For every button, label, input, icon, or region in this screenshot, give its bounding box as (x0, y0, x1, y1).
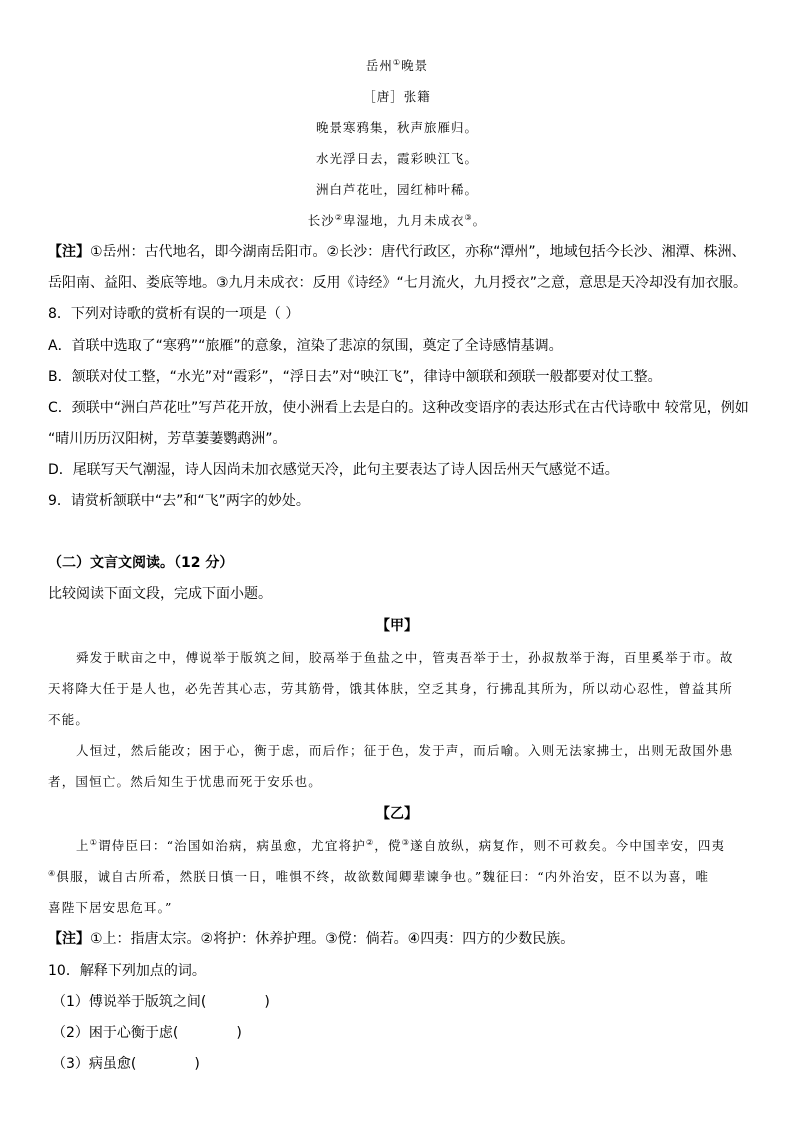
yi-text: 俱服，诚自古所希，然朕日慎一日，唯惧不终，故欲数闻卿辈谏争也。”魏征曰：“内外治安，臣不以为喜，唯 (56, 869, 710, 884)
question-9-stem: 9．请赏析颔联中“去”和“飞”两字的妙处。 (48, 493, 310, 509)
note-label: 【注】 (48, 931, 90, 947)
yi-text: ，傥 (374, 838, 402, 853)
poem-line-4-b: 卑湿地，九月未成衣 (342, 213, 465, 228)
item-close: ) (194, 1056, 200, 1072)
note-label: 【注】 (48, 244, 90, 260)
item-text: （2）困于心衡于虑( (52, 1025, 179, 1041)
poem-line-4-a: 长沙 (307, 213, 335, 228)
item-text: （1）傅说举于版筑之间( (52, 994, 207, 1010)
poem-note-line-2: 岳阳南、益阳、娄底等地。③九月未成衣：反用《诗经》“七月流火，九月授衣”之意，意思是天冷却没有加衣服。 (48, 275, 748, 291)
passage-jia-line: 不能。 (48, 712, 90, 727)
poem-line-4-c: 。 (472, 213, 487, 228)
item-close: ) (236, 1025, 242, 1041)
passage-jia-line: 舜发于畎亩之中，傅说举于版筑之间，胶鬲举于鱼盐之中，管夷吾举于士，孙叔敖举于海，百里奚举于市。故 (76, 650, 734, 665)
question-10-item-3 (52, 1055, 200, 1073)
question-10-stem: 10．解释下列加点的词。 (48, 963, 206, 979)
passage-jia-line: 天将降大任于是人也，必先苦其心志，劳其筋骨，饿其体肤，空乏其身，行拂乱其所为，所以动心忍性，曾益其所 (48, 681, 734, 696)
yi-text: 谓侍臣曰：“治国如治病，病虽愈，尤宜将护 (98, 838, 366, 853)
poem-title-text: 岳州 (365, 58, 393, 73)
question-8-stem: 8．下列对诗歌的赏析有误的一项是（ ） (48, 306, 300, 322)
footnote-marker: ④ (48, 868, 57, 878)
poem-title-end: 晚景 (401, 58, 429, 73)
passage-yi-line: 喜陛下居安思危耳。” (48, 900, 173, 915)
passage-yi-label: 【乙】 (376, 806, 418, 822)
note-text: ①岳州：古代地名，即今湖南岳阳市。②长沙：唐代行政区，亦称“潭州”，地域包括今长沙、湘潭、株洲、 (90, 244, 746, 260)
passage-yi-line (76, 837, 725, 855)
section-heading: （二）文言文阅读。（12 分） (48, 555, 234, 571)
yi-text: 上 (76, 838, 90, 853)
poem-line-4 (0, 212, 794, 230)
question-10-item-2 (52, 1024, 242, 1042)
question-8-option-a: A．首联中选取了“寒鸦”“旅雁”的意象，渲染了悲凉的氛围，奠定了全诗感情基调。 (48, 338, 563, 354)
footnote-marker: ① (392, 57, 402, 67)
note-text: ①上：指唐太宗。②将护：休养护理。③傥：倘若。④四夷：四方的少数民族。 (90, 931, 575, 947)
question-8-option-b: B．颔联对仗工整，“水光”对“霞彩”，“浮日去”对“映江飞”，律诗中颔联和颈联一般都要对仗工整。 (48, 369, 662, 385)
poem-author: ［唐］张籍 (363, 89, 431, 104)
passage-yi-line (48, 868, 709, 886)
passage-jia-line: 者，国恒亡。然后知生于忧患而死于安乐也。 (48, 774, 323, 789)
poem-line-1: 晚景寒鸦集，秋声旅雁归。 (315, 120, 478, 135)
footnote-marker: ② (334, 212, 343, 222)
poem-line-3: 洲白芦花吐，园红柿叶稀。 (315, 182, 478, 197)
footnote-marker: ③ (401, 837, 411, 847)
footnote-marker: ① (89, 837, 99, 847)
question-8-option-c-cont: “晴川历历汉阳树，芳草萋萋鹦鹉洲”。 (48, 431, 287, 447)
footnote-marker: ③ (464, 212, 473, 222)
poem-title (0, 57, 794, 75)
passage-jia-line: 人恒过，然后能改；困于心，衡于虑，而后作；征于色，发于声，而后喻。入则无法家拂士，出则无敌国外患 (76, 743, 734, 758)
item-close: ) (264, 994, 270, 1010)
poem-line-2: 水光浮日去，霞彩映江飞。 (315, 151, 478, 166)
question-8-option-d: D．尾联写天气潮湿，诗人因尚未加衣感觉天冷，此句主要表达了诗人因岳州天气感觉不适。 (48, 462, 619, 478)
question-10-item-1 (52, 993, 270, 1011)
poem-note-line-1 (48, 243, 746, 261)
passage-yi-note (48, 930, 574, 948)
yi-text: 遂自放纵，病复作，则不可救矣。今中国幸安，四夷 (410, 838, 726, 853)
section-instruction: 比较阅读下面文段，完成下面小题。 (48, 586, 272, 602)
passage-jia-label: 【甲】 (376, 618, 418, 634)
item-text: （3）病虽愈( (52, 1056, 137, 1072)
question-8-option-c: C．颈联中“洲白芦花吐”写芦花开放，使小洲看上去是白的。这种改变语序的表达形式在古代诗歌中 较常见，例如 (48, 400, 749, 416)
footnote-marker: ② (365, 837, 375, 847)
